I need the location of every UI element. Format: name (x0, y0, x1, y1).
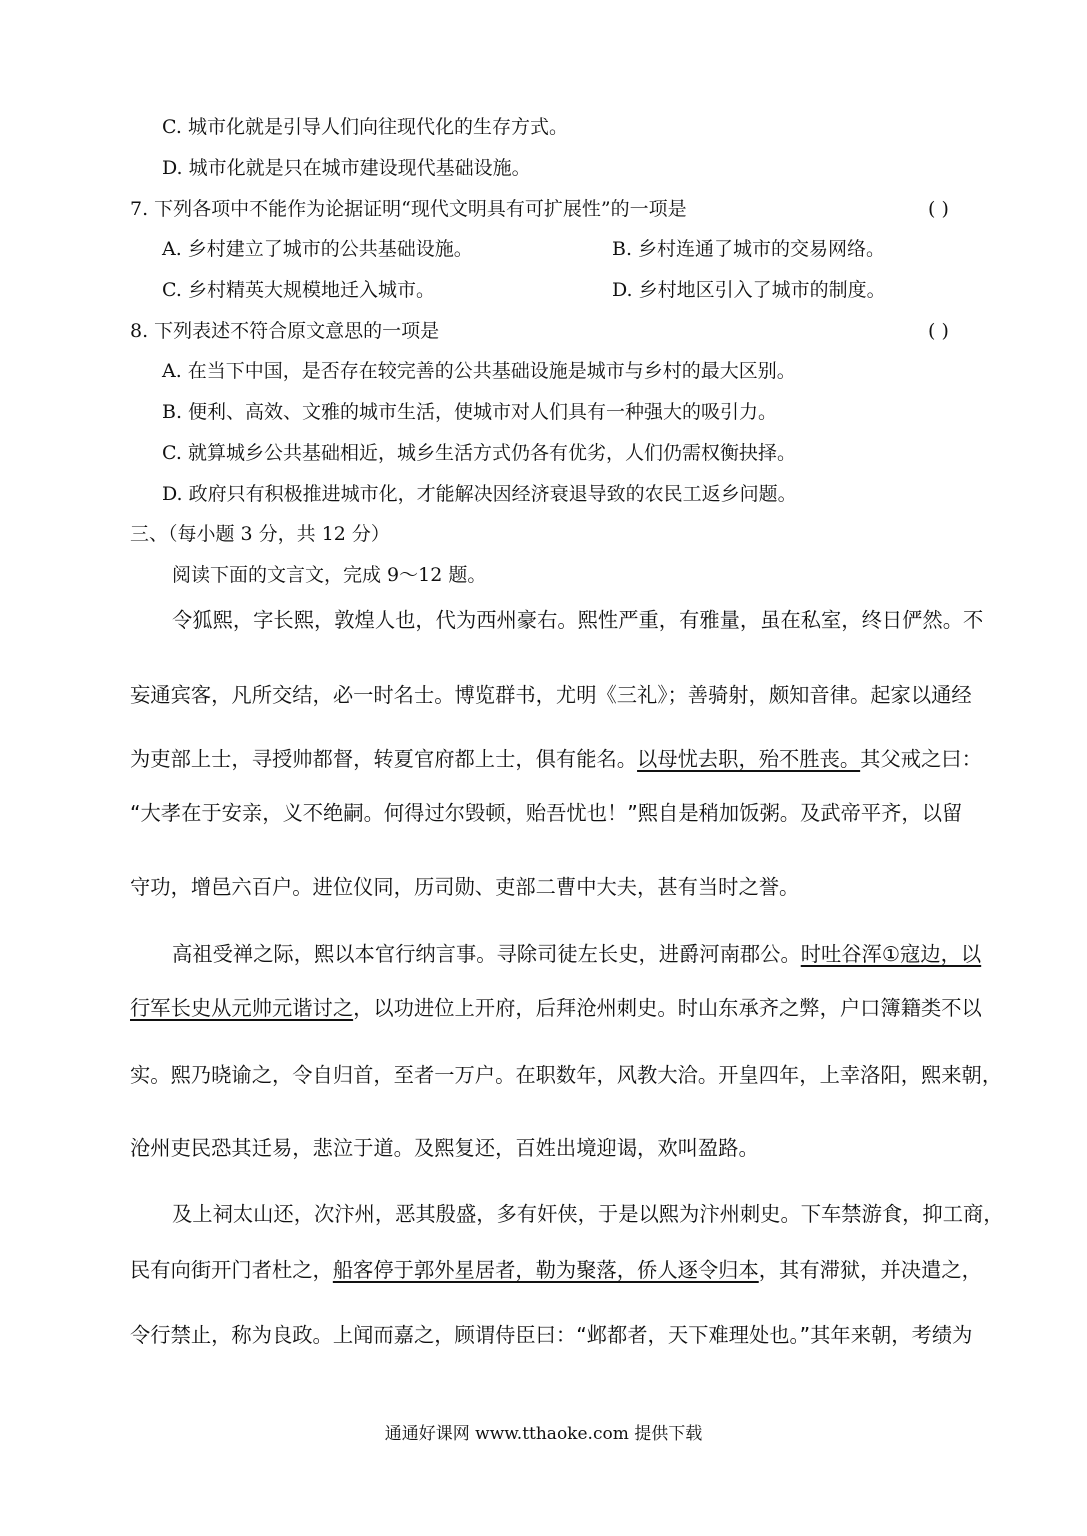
passage-line: 沧州吏民恐其迁易，悲泣于道。及熙复还，百姓出境迎谒，欢叫盈路。 (130, 1136, 759, 1160)
underlined-sentence: 时吐谷浑①寇边，以 (800, 942, 982, 966)
q8-option-c: C. 就算城乡公共基础相近，城乡生活方式仍各有优劣，人们仍需权衡抉择。 (162, 442, 796, 464)
passage-line: 妄通宾客，凡所交结，必一时名士。博览群书，尤明《三礼》；善骑射，颇知音律。起家以通经 (130, 683, 972, 707)
q7-answer-bracket: ( ) (928, 198, 949, 220)
q7-option-c: C. 乡村精英大规模地迁入城市。 (162, 279, 435, 301)
passage-text: ，其有滞狱，并决遣之， (758, 1258, 982, 1282)
section-instruction: 阅读下面的文言文，完成 9～12 题。 (172, 564, 487, 586)
q6-option-c: C. 城市化就是引导人们向往现代化的生存方式。 (162, 116, 568, 138)
passage-line: 令狐熙，字长熙，敦煌人也，代为西州豪右。熙性严重，有雅量，虽在私室，终日俨然。不 (172, 608, 984, 632)
passage-line: 守功，增邑六百户。进位仪同，历司勋、吏部二曹中大夫，甚有当时之誉。 (130, 875, 800, 899)
passage-line: “大孝在于安亲，义不绝嗣。何得过尔毁顿，贻吾忧也！”熙自是稍加饭粥。及武帝平齐，以留 (130, 801, 963, 825)
passage-text: 其父戒之曰： (860, 747, 982, 771)
q8-option-d: D. 政府只有积极推进城市化，才能解决因经济衰退导致的农民工返乡问题。 (162, 483, 797, 505)
q6-option-d: D. 城市化就是只在城市建设现代基础设施。 (162, 157, 531, 179)
underlined-sentence: 行军长史从元帅元谐讨之 (130, 996, 354, 1020)
passage-text: 为吏部上士，寻授帅都督，转夏官府都上士，俱有能名。 (130, 747, 638, 771)
passage-text: 高祖受禅之际，熙以本官行纳言事。寻除司徒左长史，进爵河南郡公。 (172, 942, 801, 966)
passage-text: 民有向街开门者杜之， (130, 1258, 333, 1282)
q7-option-b: B. 乡村连通了城市的交易网络。 (612, 238, 886, 260)
passage-line (130, 745, 1010, 773)
passage-line: 令行禁止，称为良政。上闻而嘉之，顾谓侍臣曰：“邺都者，天下难理处也。”其年来朝，考绩为 (130, 1323, 973, 1347)
q8-option-a: A. 在当下中国，是否存在较完善的公共基础设施是城市与乡村的最大区别。 (162, 360, 796, 382)
passage-line: 实。熙乃晓谕之，令自归首，至者一万户。在职数年，风教大洽。开皇四年，上幸洛阳，熙来朝， (130, 1063, 1003, 1087)
passage-line (130, 994, 1010, 1022)
underlined-sentence: 以母忧去职，殆不胜丧。 (637, 747, 861, 771)
q8-stem: 8. 下列表述不符合原文意思的一项是 (130, 320, 440, 342)
passage-line (130, 1256, 1010, 1284)
q7-option-a: A. 乡村建立了城市的公共基础设施。 (162, 238, 473, 260)
q8-answer-bracket: ( ) (928, 320, 949, 342)
page-footer: 通通好课网 www.tthaoke.com 提供下载 (384, 1424, 703, 1444)
passage-line (130, 940, 1010, 968)
passage-text: ，以功进位上开府，后拜沧州刺史。时山东承齐之弊，户口簿籍类不以 (353, 996, 982, 1020)
q7-stem: 7. 下列各项中不能作为论据证明“现代文明具有可扩展性”的一项是 (130, 198, 687, 220)
underlined-sentence: 船客停于郭外星居者，勒为聚落，侨人逐令归本 (332, 1258, 759, 1282)
q8-option-b: B. 便利、高效、文雅的城市生活，使城市对人们具有一种强大的吸引力。 (162, 401, 778, 423)
q7-option-d: D. 乡村地区引入了城市的制度。 (612, 279, 886, 301)
passage-line: 及上祠太山还，次汴州，恶其殷盛，多有奸侠，于是以熙为汴州刺史。下车禁游食，抑工商， (172, 1202, 1004, 1226)
section-heading: 三、（每小题 3 分，共 12 分） (130, 523, 390, 545)
